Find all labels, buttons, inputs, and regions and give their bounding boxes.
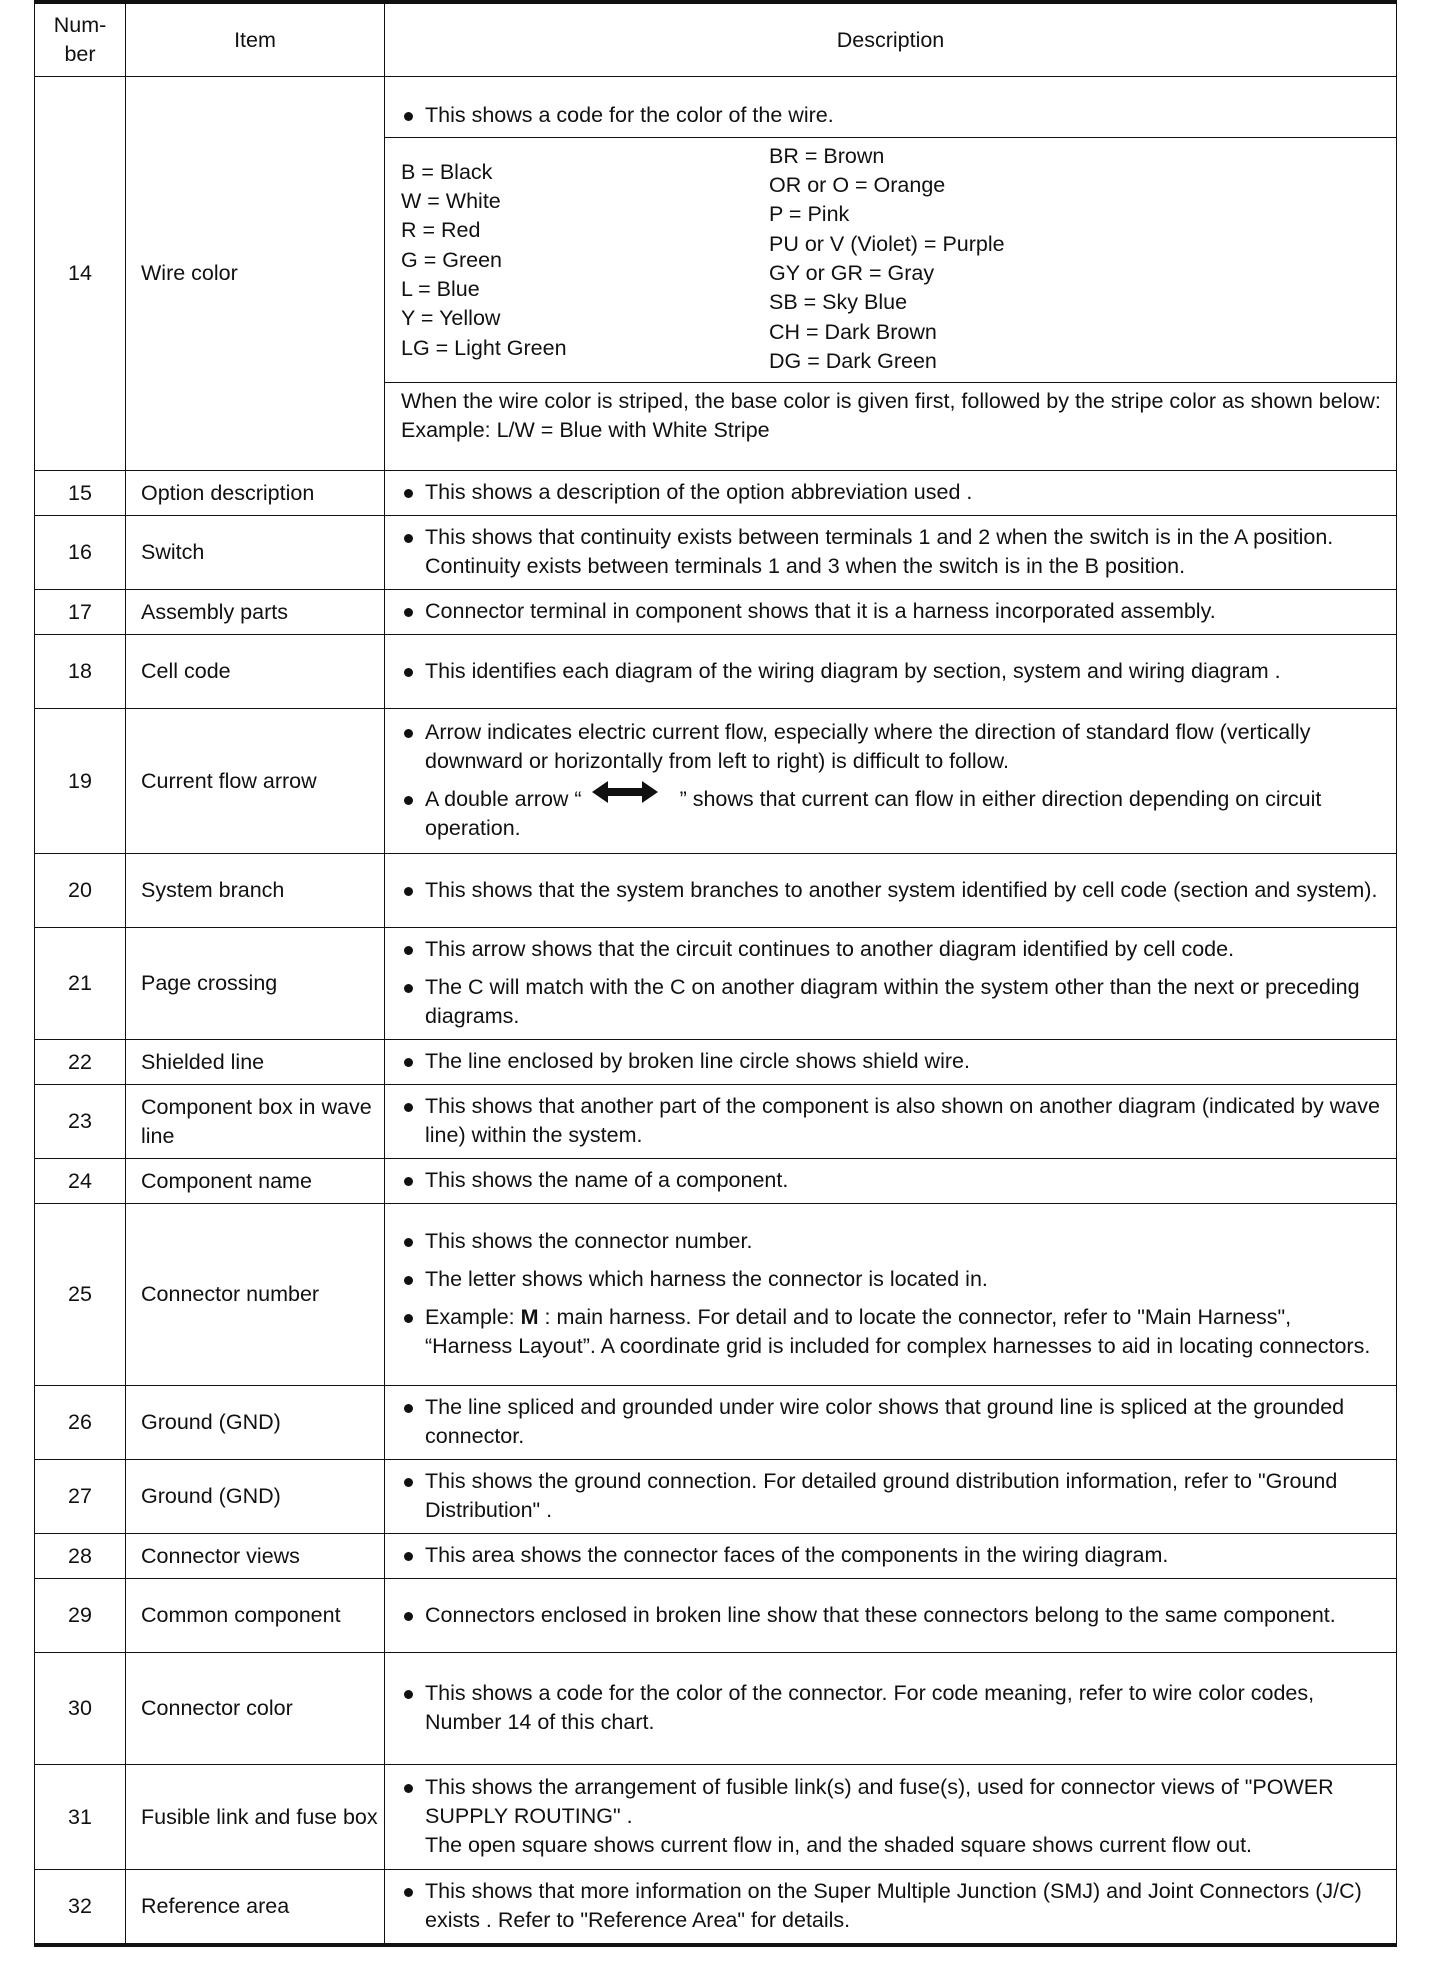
table-row <box>35 1204 1397 1386</box>
bullet-list <box>401 657 1384 686</box>
striped-note <box>385 382 1396 451</box>
row-number: 22 <box>35 1040 126 1085</box>
bullet-list <box>401 718 1384 843</box>
row-number: 30 <box>35 1653 126 1765</box>
bullet-list <box>401 1227 1384 1361</box>
row-item: Shielded line <box>126 1040 385 1085</box>
row-description <box>385 1040 1397 1085</box>
bullet-list <box>401 1467 1384 1525</box>
bullet-list <box>401 597 1384 626</box>
table-row <box>35 1460 1397 1534</box>
arrow-note-suffix: ” shows that current can flow in either direction depending on circuit operation. <box>425 787 1322 840</box>
wire-color-intro <box>385 96 1396 137</box>
header-number: Num- ber <box>35 2 126 77</box>
row-item: Common component <box>126 1579 385 1653</box>
bullet-item: This shows that another part of the component is also shown on another diagram (indicated by wave line) within the system. <box>401 1092 1384 1150</box>
row-item: Switch <box>126 516 385 590</box>
bullet-list <box>401 1773 1384 1860</box>
row-number: 15 <box>35 471 126 516</box>
bullet-item: This shows the connector number. <box>401 1227 1384 1256</box>
table-row <box>35 1159 1397 1204</box>
bullet-item: The letter shows which harness the connector is located in. <box>401 1265 1384 1294</box>
table-row <box>35 1040 1397 1085</box>
bullet-item: This arrow shows that the circuit continues to another diagram identified by cell code. <box>401 935 1384 964</box>
row-number: 27 <box>35 1460 126 1534</box>
row-number: 18 <box>35 635 126 709</box>
color-code: OR or O = Orange <box>769 173 946 198</box>
table-row <box>35 1534 1397 1579</box>
row-item: Assembly parts <box>126 590 385 635</box>
double-arrow-icon <box>590 779 660 813</box>
row-number: 32 <box>35 1870 126 1946</box>
table-row <box>35 471 1397 516</box>
bullet-list <box>401 1679 1384 1737</box>
bullet-item: This shows a code for the color of the connector. For code meaning, refer to wire color codes, Number 14 of this chart. <box>401 1679 1384 1737</box>
row-description <box>385 1460 1397 1534</box>
row-number: 23 <box>35 1085 126 1159</box>
row-number: 16 <box>35 516 126 590</box>
bullet-item: This shows a description of the option abbreviation used . <box>401 478 1384 507</box>
table-row <box>35 1386 1397 1460</box>
bullet-item: This area shows the connector faces of the components in the wiring diagram. <box>401 1541 1384 1570</box>
row-number: 19 <box>35 709 126 854</box>
color-code: Y = Yellow <box>401 306 501 331</box>
row-description <box>385 709 1397 854</box>
color-code: L = Blue <box>401 277 480 301</box>
color-code: G = Green <box>401 247 502 272</box>
header-description: Description <box>385 2 1397 77</box>
bullet-list <box>401 1541 1384 1570</box>
example-prefix: Example: <box>425 1305 521 1329</box>
table-row <box>35 590 1397 635</box>
arrow-note-prefix: A double arrow “ <box>425 787 582 811</box>
bullet-item: This shows that the system branches to another system identified by cell code (section and system). <box>401 876 1384 905</box>
row-description <box>385 1765 1397 1870</box>
table-row <box>35 854 1397 928</box>
table-row <box>35 1870 1397 1946</box>
row-item: Wire color <box>126 77 385 471</box>
bullet-list <box>401 876 1384 905</box>
bullet-item: The C will match with the C on another diagram within the system other than the next or preceding diagrams. <box>401 973 1384 1031</box>
row-number: 21 <box>35 928 126 1040</box>
bullet-item: This shows the arrangement of fusible link(s) and fuse(s), used for connector views of "POWER SUPPLY ROUTING" . The open square shows current flow in, and the shaded square shows current flow out. <box>401 1773 1384 1860</box>
row-number: 31 <box>35 1765 126 1870</box>
table-row <box>35 1085 1397 1159</box>
row-item: Option description <box>126 471 385 516</box>
bullet-item: This shows a code for the color of the wire. <box>401 101 1384 130</box>
wire-color-codes <box>385 137 1396 382</box>
row-item: Current flow arrow <box>126 709 385 854</box>
bullet-list <box>401 523 1384 581</box>
color-code: LG = Light Green <box>401 335 567 360</box>
bullet-list <box>401 1166 1384 1195</box>
header-row <box>35 2 1397 77</box>
row-description <box>385 516 1397 590</box>
row-number: 26 <box>35 1386 126 1460</box>
table-row <box>35 1653 1397 1765</box>
bullet-list <box>401 478 1384 507</box>
bullet-list <box>401 935 1384 1031</box>
striped-example: Example: L/W = Blue with White Stripe <box>401 418 770 443</box>
row-item: Component name <box>126 1159 385 1204</box>
document-page <box>34 0 1396 1947</box>
color-code: CH = Dark Brown <box>769 319 937 344</box>
example-harness-letter: M <box>520 1305 539 1329</box>
row-description <box>385 1579 1397 1653</box>
row-item: Cell code <box>126 635 385 709</box>
bullet-item: This shows the name of a component. <box>401 1166 1384 1195</box>
row-item: Ground (GND) <box>126 1386 385 1460</box>
bullet-item: This shows that more information on the Super Multiple Junction (SMJ) and Joint Connectors (J/C) exists . Refer to "Reference Area" for details. <box>401 1877 1384 1935</box>
row-description <box>385 1534 1397 1579</box>
row-item: Ground (GND) <box>126 1460 385 1534</box>
bullet-item: Connector terminal in component shows that it is a harness incorporated assembly. <box>401 597 1384 626</box>
color-code: SB = Sky Blue <box>769 290 908 315</box>
bullet-list <box>401 1092 1384 1150</box>
row-description <box>385 590 1397 635</box>
bullet-list <box>401 1047 1384 1076</box>
bullet-item: This shows that continuity exists between terminals 1 and 2 when the switch is in the A position. Continuity exists between terminals 1 and 3 when the switch is in the B position. <box>401 523 1384 581</box>
row-description <box>385 854 1397 928</box>
row-number: 29 <box>35 1579 126 1653</box>
table-row <box>35 928 1397 1040</box>
color-code: W = White <box>401 189 501 214</box>
row-description <box>385 1085 1397 1159</box>
row-item: Connector color <box>126 1653 385 1765</box>
row-description <box>385 471 1397 516</box>
color-code: BR = Brown <box>769 143 885 168</box>
bullet-item: This shows the ground connection. For detailed ground distribution information, refer to "Ground Distribution" . <box>401 1467 1384 1525</box>
row-item: Fusible link and fuse box <box>126 1765 385 1870</box>
table-row <box>35 1579 1397 1653</box>
color-code: PU or V (Violet) = Purple <box>769 231 1005 256</box>
row-description <box>385 1870 1397 1946</box>
bullet-list <box>401 1877 1384 1935</box>
row-item: Component box in wave line <box>126 1085 385 1159</box>
row-description <box>385 635 1397 709</box>
row-description <box>385 1653 1397 1765</box>
color-code: B = Black <box>401 159 493 184</box>
table-row <box>35 635 1397 709</box>
bullet-list <box>401 1601 1384 1630</box>
row-description <box>385 1159 1397 1204</box>
row-description <box>385 928 1397 1040</box>
bullet-item: The line spliced and grounded under wire color shows that ground line is spliced at the grounded connector. <box>401 1393 1384 1451</box>
row-description <box>385 1204 1397 1386</box>
row-number: 24 <box>35 1159 126 1204</box>
header-item: Item <box>126 2 385 77</box>
row-item: Page crossing <box>126 928 385 1040</box>
striped-note-text: When the wire color is striped, the base color is given first, followed by the stripe color as shown below: <box>401 389 1381 414</box>
bullet-item <box>401 1303 1384 1361</box>
row-item: System branch <box>126 854 385 928</box>
wiring-diagram-legend-table <box>34 0 1397 1947</box>
table-row <box>35 709 1397 854</box>
example-rest: : main harness. For detail and to locate the connector, refer to "Main Harness", “Harness Layout”. A coordinate grid is included for complex harnesses to aid in locating connectors. <box>425 1305 1371 1358</box>
row-description <box>385 1386 1397 1460</box>
row-item: Connector views <box>126 1534 385 1579</box>
table-row <box>35 516 1397 590</box>
bullet-item: Connectors enclosed in broken line show that these connectors belong to the same component. <box>401 1601 1384 1630</box>
row-number: 20 <box>35 854 126 928</box>
row-item: Reference area <box>126 1870 385 1946</box>
row-number: 17 <box>35 590 126 635</box>
color-code: P = Pink <box>769 202 850 227</box>
row-number: 14 <box>35 77 126 471</box>
bullet-item: This identifies each diagram of the wiring diagram by section, system and wiring diagram . <box>401 657 1384 686</box>
table-row <box>35 77 1397 471</box>
row-number: 28 <box>35 1534 126 1579</box>
bullet-list <box>401 1393 1384 1451</box>
row-item: Connector number <box>126 1204 385 1386</box>
table-row <box>35 1765 1397 1870</box>
row-description <box>385 77 1397 471</box>
color-code: GY or GR = Gray <box>769 261 935 285</box>
bullet-item: Arrow indicates electric current flow, especially where the direction of standard flow (vertically downward or horizontally from left to right) is difficult to follow. <box>401 718 1384 776</box>
color-code: R = Red <box>401 218 481 243</box>
color-codes-right <box>769 142 1384 376</box>
row-number: 25 <box>35 1204 126 1386</box>
bullet-item <box>401 785 1384 843</box>
color-codes-left <box>401 142 769 376</box>
bullet-item: The line enclosed by broken line circle shows shield wire. <box>401 1047 1384 1076</box>
color-code: DG = Dark Green <box>769 348 937 373</box>
